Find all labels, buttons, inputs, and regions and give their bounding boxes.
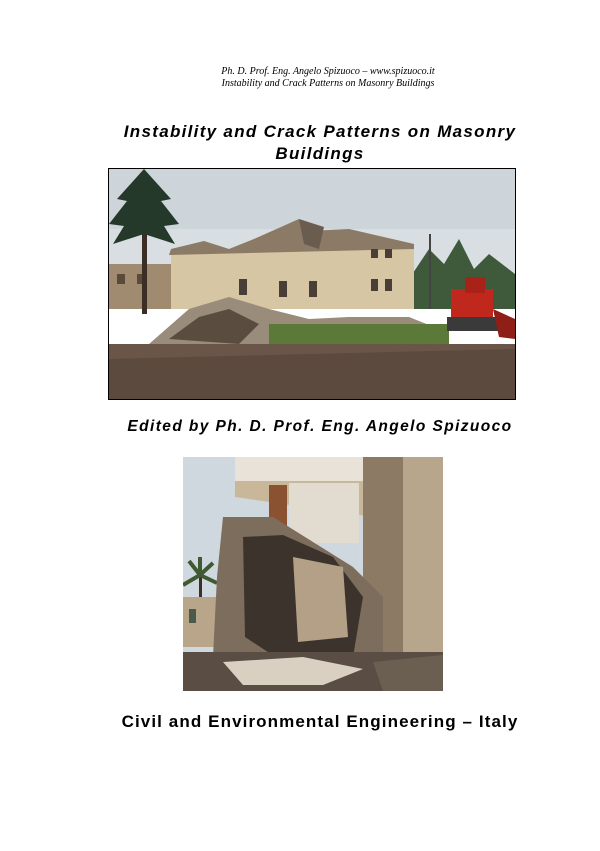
editor-credit: Edited by Ph. D. Prof. Eng. Angelo Spizuoco <box>127 418 513 435</box>
title-line-2: Buildings <box>275 144 365 163</box>
title-line-1: Instability and Crack Patterns on Masonry <box>123 122 517 141</box>
running-header <box>0 66 600 90</box>
publisher-line: Civil and Environmental Engineering – Italy <box>121 712 519 731</box>
header-title-line: Instability and Crack Patterns on Masonry Buildings <box>221 78 435 89</box>
collapsed-building-photo <box>183 457 443 691</box>
document-title <box>60 121 580 165</box>
damaged-building-photo <box>108 168 516 400</box>
header-author-line: Ph. D. Prof. Eng. Angelo Spizuoco – www.spizuoco.it <box>221 66 435 77</box>
